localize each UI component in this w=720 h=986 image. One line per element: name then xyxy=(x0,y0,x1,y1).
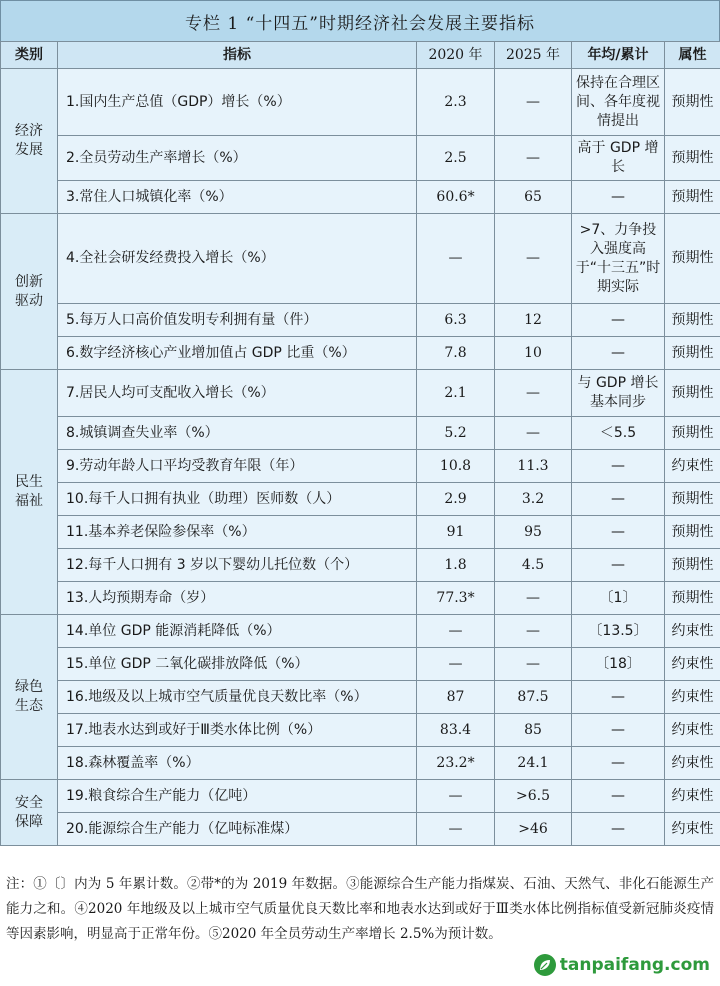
attribute-cell: 约束性 xyxy=(665,813,720,846)
indicator-cell: 15.单位 GDP 二氧化碳排放降低（%） xyxy=(58,648,417,681)
avg-cell: — xyxy=(572,450,665,483)
attribute-cell: 约束性 xyxy=(665,747,720,780)
value-2025-cell: 3.2 xyxy=(495,483,572,516)
table-row xyxy=(1,181,720,214)
watermark-text: tanpaifang.com xyxy=(559,955,710,975)
indicator-cell: 16.地级及以上城市空气质量优良天数比率（%） xyxy=(58,681,417,714)
value-2020-cell: 77.3* xyxy=(417,582,495,615)
table-header xyxy=(1,42,720,69)
attribute-cell: 预期性 xyxy=(665,214,720,304)
table-row xyxy=(1,450,720,483)
table-row xyxy=(1,549,720,582)
value-2025-cell: — xyxy=(495,615,572,648)
attribute-cell: 预期性 xyxy=(665,69,720,136)
value-2025-cell: — xyxy=(495,417,572,450)
indicator-cell: 13.人均预期寿命（岁） xyxy=(58,582,417,615)
header-2025: 2025 年 xyxy=(495,42,572,69)
avg-cell: — xyxy=(572,681,665,714)
indicator-cell: 19.粮食综合生产能力（亿吨） xyxy=(58,780,417,813)
indicator-cell: 18.森林覆盖率（%） xyxy=(58,747,417,780)
category-cell: 绿色 生态 xyxy=(1,615,58,780)
leaf-logo-icon xyxy=(534,954,556,976)
attribute-cell: 预期性 xyxy=(665,483,720,516)
value-2025-cell: >46 xyxy=(495,813,572,846)
value-2020-cell: 60.6* xyxy=(417,181,495,214)
category-cell: 创新 驱动 xyxy=(1,214,58,370)
attribute-cell: 约束性 xyxy=(665,681,720,714)
table-row xyxy=(1,780,720,813)
value-2025-cell: 4.5 xyxy=(495,549,572,582)
avg-cell: — xyxy=(572,549,665,582)
value-2025-cell: >6.5 xyxy=(495,780,572,813)
indicator-table xyxy=(0,41,720,846)
table-title: 专栏 1 “十四五”时期经济社会发展主要指标 xyxy=(0,0,720,43)
table-row xyxy=(1,813,720,846)
attribute-cell: 预期性 xyxy=(665,516,720,549)
attribute-cell: 约束性 xyxy=(665,648,720,681)
table-row xyxy=(1,417,720,450)
avg-cell: — xyxy=(572,483,665,516)
value-2020-cell: 83.4 xyxy=(417,714,495,747)
value-2025-cell: 65 xyxy=(495,181,572,214)
value-2025-cell: — xyxy=(495,582,572,615)
value-2025-cell: — xyxy=(495,69,572,136)
table-row xyxy=(1,714,720,747)
value-2020-cell: 5.2 xyxy=(417,417,495,450)
indicator-cell: 10.每千人口拥有执业（助理）医师数（人） xyxy=(58,483,417,516)
value-2025-cell: 87.5 xyxy=(495,681,572,714)
category-cell: 安全 保障 xyxy=(1,780,58,846)
avg-cell: 高于 GDP 增长 xyxy=(572,136,665,181)
watermark xyxy=(534,952,710,978)
attribute-cell: 预期性 xyxy=(665,417,720,450)
indicator-cell: 9.劳动年龄人口平均受教育年限（年） xyxy=(58,450,417,483)
indicator-cell: 12.每千人口拥有 3 岁以下婴幼儿托位数（个） xyxy=(58,549,417,582)
table-row xyxy=(1,582,720,615)
value-2020-cell: 87 xyxy=(417,681,495,714)
header-attr: 属性 xyxy=(665,42,720,69)
avg-cell: — xyxy=(572,304,665,337)
table-row xyxy=(1,69,720,136)
value-2020-cell: — xyxy=(417,214,495,304)
value-2025-cell: 24.1 xyxy=(495,747,572,780)
value-2025-cell: — xyxy=(495,214,572,304)
value-2020-cell: 7.8 xyxy=(417,337,495,370)
value-2020-cell: 2.5 xyxy=(417,136,495,181)
value-2020-cell: 2.9 xyxy=(417,483,495,516)
avg-cell: — xyxy=(572,516,665,549)
attribute-cell: 预期性 xyxy=(665,370,720,417)
value-2025-cell: 95 xyxy=(495,516,572,549)
attribute-cell: 预期性 xyxy=(665,304,720,337)
header-indicator: 指标 xyxy=(58,42,417,69)
attribute-cell: 约束性 xyxy=(665,450,720,483)
attribute-cell: 预期性 xyxy=(665,337,720,370)
avg-cell: 〔13.5〕 xyxy=(572,615,665,648)
avg-cell: 与 GDP 增长基本同步 xyxy=(572,370,665,417)
indicator-cell: 3.常住人口城镇化率（%） xyxy=(58,181,417,214)
value-2025-cell: 85 xyxy=(495,714,572,747)
attribute-cell: 预期性 xyxy=(665,582,720,615)
value-2020-cell: — xyxy=(417,813,495,846)
value-2020-cell: — xyxy=(417,615,495,648)
value-2020-cell: 91 xyxy=(417,516,495,549)
table-row xyxy=(1,370,720,417)
indicator-cell: 8.城镇调查失业率（%） xyxy=(58,417,417,450)
indicator-cell: 4.全社会研发经费投入增长（%） xyxy=(58,214,417,304)
avg-cell: >7、力争投入强度高于“十三五”时期实际 xyxy=(572,214,665,304)
table-row xyxy=(1,483,720,516)
indicator-cell: 11.基本养老保险参保率（%） xyxy=(58,516,417,549)
indicator-cell: 14.单位 GDP 能源消耗降低（%） xyxy=(58,615,417,648)
avg-cell: — xyxy=(572,714,665,747)
attribute-cell: 约束性 xyxy=(665,780,720,813)
table-row xyxy=(1,615,720,648)
value-2025-cell: — xyxy=(495,370,572,417)
avg-cell: — xyxy=(572,780,665,813)
value-2025-cell: — xyxy=(495,648,572,681)
indicator-cell: 20.能源综合生产能力（亿吨标准煤） xyxy=(58,813,417,846)
footnote: 注：①〔〕内为 5 年累计数。②带*的为 2019 年数据。③能源综合生产能力指煤炭、石油、天然气、非化石能源生产能力之和。④2020 年地级及以上城市空气质量优良天数比率和地表水达到或好于Ⅲ类水体比例指标值受新冠肺炎疫情等因素影响，明显高于正常年份。⑤2020 年全员劳动生产率增长 2.5%为预计数。 xyxy=(6,876,714,942)
table-row xyxy=(1,516,720,549)
category-cell: 经济 发展 xyxy=(1,69,58,214)
table-row xyxy=(1,304,720,337)
indicator-cell: 5.每万人口高价值发明专利拥有量（件） xyxy=(58,304,417,337)
indicator-cell: 17.地表水达到或好于Ⅲ类水体比例（%） xyxy=(58,714,417,747)
header-avg: 年均/累计 xyxy=(572,42,665,69)
value-2025-cell: 10 xyxy=(495,337,572,370)
value-2025-cell: 11.3 xyxy=(495,450,572,483)
avg-cell: 保持在合理区间、各年度视情提出 xyxy=(572,69,665,136)
value-2020-cell: — xyxy=(417,780,495,813)
table-row xyxy=(1,681,720,714)
value-2020-cell: 1.8 xyxy=(417,549,495,582)
avg-cell: — xyxy=(572,747,665,780)
value-2020-cell: 2.1 xyxy=(417,370,495,417)
indicator-cell: 1.国内生产总值（GDP）增长（%） xyxy=(58,69,417,136)
avg-cell: — xyxy=(572,337,665,370)
indicator-cell: 6.数字经济核心产业增加值占 GDP 比重（%） xyxy=(58,337,417,370)
value-2025-cell: — xyxy=(495,136,572,181)
table-row xyxy=(1,136,720,181)
table-row xyxy=(1,214,720,304)
value-2020-cell: 6.3 xyxy=(417,304,495,337)
value-2020-cell: 10.8 xyxy=(417,450,495,483)
table-row xyxy=(1,747,720,780)
value-2020-cell: 23.2* xyxy=(417,747,495,780)
attribute-cell: 约束性 xyxy=(665,714,720,747)
attribute-cell: 预期性 xyxy=(665,136,720,181)
attribute-cell: 预期性 xyxy=(665,181,720,214)
table-row xyxy=(1,648,720,681)
value-2020-cell: 2.3 xyxy=(417,69,495,136)
attribute-cell: 约束性 xyxy=(665,615,720,648)
avg-cell: — xyxy=(572,813,665,846)
avg-cell: ＜5.5 xyxy=(572,417,665,450)
avg-cell: — xyxy=(572,181,665,214)
table-row xyxy=(1,337,720,370)
table-body xyxy=(1,69,720,846)
indicator-cell: 7.居民人均可支配收入增长（%） xyxy=(58,370,417,417)
value-2020-cell: — xyxy=(417,648,495,681)
indicator-cell: 2.全员劳动生产率增长（%） xyxy=(58,136,417,181)
value-2025-cell: 12 xyxy=(495,304,572,337)
header-category: 类别 xyxy=(1,42,58,69)
attribute-cell: 预期性 xyxy=(665,549,720,582)
header-2020: 2020 年 xyxy=(417,42,495,69)
avg-cell: 〔18〕 xyxy=(572,648,665,681)
category-cell: 民生 福祉 xyxy=(1,370,58,615)
avg-cell: 〔1〕 xyxy=(572,582,665,615)
